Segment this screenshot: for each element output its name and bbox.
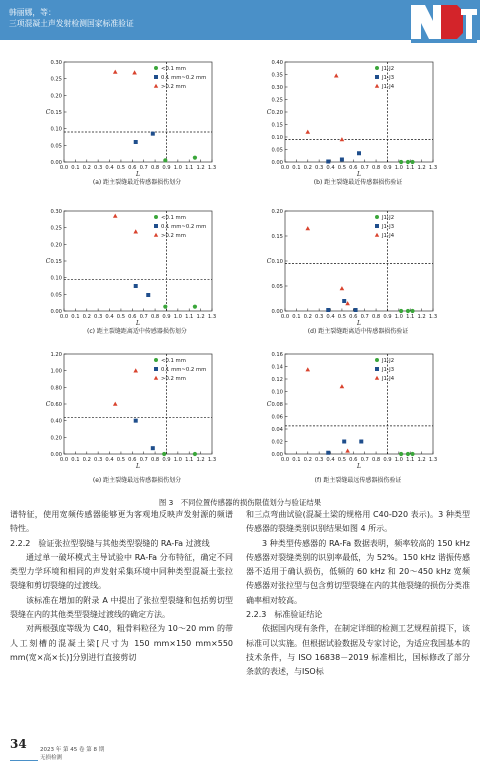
x-tick-label: 1.2: [196, 165, 205, 171]
legend-label: <0.1 mm: [161, 66, 186, 72]
point-blue: [340, 158, 344, 162]
y-tick-label: 0.00: [50, 309, 62, 315]
x-tick-label: 0.0: [59, 457, 69, 463]
x-tick-label: 0.4: [326, 457, 335, 463]
chart-caption: (f) 距主裂缝最远传感器损伤验证: [314, 477, 402, 484]
section-heading: 2.2.2 验证张拉型裂缝与其他类型裂缝的 RA-Fa 过渡线: [10, 538, 210, 548]
legend-label: J1-J3: [382, 75, 395, 81]
x-tick-label: 0.0: [59, 165, 69, 171]
point-green: [399, 309, 403, 313]
legend-label: 0.1 mm~0.2 mm: [161, 224, 207, 230]
x-tick-label: 1.1: [185, 314, 194, 320]
chart-caption: (b) 距主裂缝最近传感器损伤验证: [313, 179, 403, 186]
x-tick-label: 1.1: [406, 165, 415, 171]
y-tick-label: 0.25: [271, 97, 283, 104]
y-tick-label: 0.20: [50, 93, 62, 100]
y-tick-label: 0.30: [50, 60, 62, 66]
point-green: [399, 452, 403, 456]
paragraph: 该标准在增加的附录 A 中提出了张拉型裂缝和包括剪切型裂缝在内的其他类型裂缝过渡线的确定方法。: [10, 595, 233, 620]
x-tick-label: 1.2: [417, 314, 426, 320]
x-tick-label: 0.8: [371, 457, 381, 463]
x-axis-label: L: [357, 320, 361, 327]
chart-svg: [42, 56, 242, 178]
x-tick-label: 0.2: [303, 165, 312, 171]
legend-marker: [375, 84, 379, 88]
x-tick-label: 0.1: [292, 314, 301, 320]
x-tick-label: 0.0: [280, 165, 290, 171]
plot-frame: [285, 211, 433, 311]
legend-marker: [154, 75, 158, 79]
x-tick-label: 0.6: [128, 457, 137, 463]
point-blue: [146, 293, 150, 297]
paragraph: 通过单一破坏模式主导试验中 RA-Fa 分布特征，确定不同类型力学环境和相同的声发射采集环境中同种类型混凝土张拉裂缝和剪切裂缝的过渡线。: [10, 552, 233, 591]
x-tick-label: 1.0: [173, 165, 182, 171]
y-tick-label: 0.00: [50, 452, 62, 458]
x-tick-label: 0.7: [360, 457, 369, 463]
x-axis-label: L: [136, 171, 140, 178]
point-green: [406, 452, 410, 456]
journal-name: 无损检测: [40, 755, 63, 761]
x-tick-label: 0.8: [150, 314, 160, 320]
x-tick-label: 0.6: [349, 165, 358, 171]
x-tick-label: 1.3: [428, 165, 438, 171]
section-heading: 2.2.3 标准验证结论: [246, 610, 323, 620]
x-tick-label: 1.2: [417, 457, 426, 463]
legend-marker: [154, 358, 158, 362]
x-tick-label: 1.2: [417, 165, 426, 171]
chart-panel-e: [42, 348, 232, 484]
x-axis-label: L: [136, 320, 140, 327]
x-tick-label: 0.9: [162, 457, 171, 463]
x-tick-label: 0.0: [280, 314, 290, 320]
y-tick-label: 0.20: [271, 209, 283, 215]
point-green: [193, 305, 197, 309]
x-tick-label: 1.2: [196, 457, 205, 463]
x-tick-label: 1.1: [185, 457, 194, 463]
x-tick-label: 0.8: [150, 457, 160, 463]
x-tick-label: 0.8: [371, 314, 381, 320]
y-tick-label: 0.02: [271, 439, 283, 446]
x-tick-label: 0.6: [128, 314, 137, 320]
point-green: [163, 158, 167, 162]
y-tick-label: 0.15: [50, 110, 62, 116]
x-tick-label: 1.3: [428, 457, 438, 463]
point-blue: [134, 284, 138, 288]
paragraph: 对两根强度等级为 C40，粗骨料粒径为 10～20 mm 的带人工刻槽的混凝土梁[尺寸为 150 mm×150 mm×550 mm(宽×高×长)]分别进行直接剪切: [10, 624, 233, 662]
legend-marker: [375, 376, 379, 380]
point-green: [163, 305, 167, 309]
x-tick-label: 0.0: [59, 314, 69, 320]
x-tick-label: 1.2: [196, 314, 205, 320]
point-red: [113, 70, 118, 74]
x-tick-label: 1.1: [406, 457, 415, 463]
point-red: [113, 214, 118, 218]
legend-label: J1-J4: [382, 84, 395, 90]
legend-label: J1-J2: [382, 358, 395, 364]
point-red: [132, 70, 137, 74]
x-tick-label: 0.5: [116, 457, 126, 463]
legend-label: <0.1 mm: [161, 358, 186, 364]
x-tick-label: 0.4: [105, 457, 114, 463]
x-tick-label: 0.5: [116, 165, 126, 171]
y-tick-label: 0.80: [50, 385, 62, 392]
y-tick-label: 0.10: [271, 135, 283, 141]
x-tick-label: 0.9: [383, 314, 392, 320]
y-tick-label: 0.12: [271, 377, 283, 383]
legend-label: J1-J2: [382, 215, 395, 221]
y-axis-label: C: [266, 109, 272, 116]
chart-panel-d: [263, 205, 453, 333]
x-tick-label: 0.6: [349, 457, 358, 463]
x-tick-label: 0.3: [315, 165, 324, 171]
chart-panel-c: [42, 205, 232, 333]
point-blue: [359, 440, 363, 444]
left-column: [10, 508, 233, 665]
x-tick-label: 1.3: [207, 457, 217, 463]
point-red: [113, 402, 118, 406]
legend-marker: [375, 367, 379, 371]
point-red: [345, 448, 350, 452]
footer-divider: [10, 760, 38, 761]
y-tick-label: 0.40: [50, 418, 62, 425]
y-tick-label: 0.60: [50, 402, 62, 408]
y-tick-label: 0.00: [271, 452, 283, 458]
y-tick-label: 0.25: [50, 225, 62, 232]
right-column: [246, 508, 470, 680]
x-tick-label: 0.7: [360, 314, 369, 320]
x-tick-label: 0.3: [94, 314, 103, 320]
page-number: 34: [10, 737, 27, 751]
chart-svg: [42, 348, 242, 470]
x-tick-label: 0.8: [371, 165, 381, 171]
y-tick-label: 0.35: [271, 72, 283, 79]
x-tick-label: 0.5: [337, 165, 347, 171]
x-tick-label: 0.2: [82, 314, 91, 320]
chart-svg: [263, 56, 463, 178]
legend-marker: [375, 75, 379, 79]
point-blue: [134, 140, 138, 144]
chart-caption: (e) 距主裂缝最远传感器损伤划分: [92, 477, 182, 484]
paragraph: 依据国内现有条件，在制定详细的检测工艺规程前提下，该标准可以实施。但根据试验数据及专家讨论，为适应我国基本的技术条件，与 ISO 16838－2019 标准相比，国标修改了部分条款的表述，与ISO标: [246, 624, 470, 677]
point-red: [305, 367, 310, 371]
x-tick-label: 0.6: [349, 314, 358, 320]
point-blue: [354, 308, 358, 312]
x-tick-label: 1.0: [173, 314, 182, 320]
legend-marker: [375, 233, 379, 237]
x-tick-label: 1.0: [394, 165, 403, 171]
x-tick-label: 1.0: [394, 457, 403, 463]
legend-label: J1-J2: [382, 66, 395, 72]
legend-label: J1-J3: [382, 224, 395, 230]
x-tick-label: 0.6: [128, 165, 137, 171]
legend-marker: [154, 84, 158, 88]
x-tick-label: 0.3: [315, 314, 324, 320]
chart-svg: [263, 348, 463, 470]
legend-marker: [375, 66, 379, 70]
x-tick-label: 0.3: [315, 457, 324, 463]
point-red: [340, 384, 345, 388]
x-tick-label: 0.2: [82, 457, 91, 463]
y-tick-label: 0.20: [271, 110, 283, 116]
point-blue: [326, 160, 330, 164]
ndt-logo: [411, 3, 477, 43]
point-blue: [326, 451, 330, 455]
x-tick-label: 0.0: [280, 457, 290, 463]
y-tick-label: 0.25: [50, 76, 62, 83]
x-tick-label: 0.1: [292, 165, 301, 171]
point-green: [410, 309, 414, 313]
y-tick-label: 0.10: [50, 126, 62, 133]
y-tick-label: 0.04: [271, 427, 283, 433]
x-tick-label: 0.4: [105, 314, 114, 320]
point-green: [193, 156, 197, 160]
chart-svg: [42, 205, 242, 327]
legend-marker: [154, 224, 158, 228]
x-tick-label: 1.3: [428, 314, 438, 320]
y-axis-label: C: [45, 109, 51, 116]
journal-issue: 2023 年 第 45 卷 第 8 期: [40, 747, 105, 753]
point-green: [162, 452, 166, 456]
x-tick-label: 0.5: [337, 314, 347, 320]
x-tick-label: 0.9: [383, 165, 392, 171]
y-tick-label: 0.20: [50, 435, 62, 442]
y-tick-label: 0.15: [271, 234, 283, 240]
y-tick-label: 0.40: [271, 60, 283, 66]
legend-label: 0.1 mm~0.2 mm: [161, 367, 207, 373]
x-tick-label: 1.0: [173, 457, 182, 463]
paragraph: 和三点弯曲试验(混凝土梁的规格用 C40-D20 表示)。3 种类型传感器的裂缝类别识别结果如图 4 所示。: [246, 510, 470, 534]
chart-panel-f: [263, 348, 453, 484]
x-tick-label: 0.1: [71, 314, 80, 320]
legend-marker: [375, 215, 379, 219]
y-tick-label: 0.05: [271, 147, 283, 154]
y-tick-label: 0.20: [50, 242, 62, 249]
legend-marker: [375, 358, 379, 362]
y-tick-label: 0.16: [271, 352, 283, 358]
x-tick-label: 0.7: [139, 314, 148, 320]
legend-label: >0.2 mm: [161, 233, 186, 239]
y-tick-label: 0.05: [50, 292, 62, 299]
y-tick-label: 0.10: [50, 275, 62, 282]
paragraph: 谱特征，使用宽频传感器能够更为客观地反映声发射源的频谱特性。: [10, 510, 233, 534]
x-tick-label: 0.5: [337, 457, 347, 463]
plot-frame: [285, 62, 433, 162]
x-tick-label: 1.3: [207, 165, 217, 171]
y-tick-label: 0.30: [50, 209, 62, 215]
x-tick-label: 0.9: [162, 314, 171, 320]
legend-marker: [154, 233, 158, 237]
y-tick-label: 0.00: [271, 160, 283, 166]
point-blue: [342, 440, 346, 444]
x-tick-label: 1.0: [394, 314, 403, 320]
y-tick-label: 0.00: [50, 160, 62, 166]
y-axis-label: C: [45, 258, 51, 265]
x-tick-label: 1.1: [185, 165, 194, 171]
x-tick-label: 0.3: [94, 165, 103, 171]
point-blue: [134, 419, 138, 423]
header-authors: 韩丽娜，等：: [9, 8, 56, 17]
chart-svg: [263, 205, 463, 327]
point-red: [334, 73, 339, 77]
legend-label: >0.2 mm: [161, 376, 186, 382]
legend-marker: [154, 215, 158, 219]
x-tick-label: 0.2: [303, 314, 312, 320]
legend-label: J1-J3: [382, 367, 395, 373]
point-red: [305, 130, 310, 134]
y-tick-label: 0.15: [271, 122, 283, 129]
y-tick-label: 0.14: [271, 364, 283, 371]
y-axis-label: C: [266, 401, 272, 408]
legend-marker: [154, 66, 158, 70]
point-blue: [151, 132, 155, 136]
legend-label: <0.1 mm: [161, 215, 186, 221]
x-tick-label: 0.4: [326, 314, 335, 320]
legend-label: J1-J4: [382, 376, 395, 382]
point-green: [410, 160, 414, 164]
point-green: [406, 160, 410, 164]
chart-caption: (a) 距主裂缝最近传感器损伤划分: [92, 179, 182, 186]
point-blue: [151, 446, 155, 450]
legend-marker: [154, 367, 158, 371]
x-axis-label: L: [136, 463, 140, 470]
journal-info: [40, 746, 104, 762]
legend-label: >0.2 mm: [161, 84, 186, 90]
legend-marker: [154, 376, 158, 380]
y-tick-label: 0.10: [271, 389, 283, 396]
x-tick-label: 0.5: [116, 314, 126, 320]
chart-caption: (d) 距主裂缝距离适中传感器损伤验证: [307, 328, 409, 335]
x-tick-label: 0.4: [105, 165, 114, 171]
y-tick-label: 0.05: [271, 284, 283, 290]
y-axis-label: C: [266, 258, 272, 265]
point-green: [406, 309, 410, 313]
x-tick-label: 1.1: [406, 314, 415, 320]
figure-caption: 图 3 不同位置传感器的损伤限值划分与验证结果: [158, 498, 322, 507]
x-axis-label: L: [357, 171, 361, 178]
y-tick-label: 0.00: [271, 309, 283, 315]
chart-panel-a: [42, 56, 232, 184]
legend-marker: [375, 224, 379, 228]
x-tick-label: 1.3: [207, 314, 217, 320]
point-green: [193, 452, 197, 456]
y-tick-label: 0.08: [271, 402, 283, 408]
x-tick-label: 0.9: [383, 457, 392, 463]
point-red: [133, 368, 138, 372]
point-blue: [357, 151, 361, 155]
point-red: [305, 226, 310, 230]
header-title: 三项混凝土声发射检测国家标准验证: [9, 19, 134, 28]
running-header: [9, 7, 134, 29]
x-tick-label: 0.3: [94, 457, 103, 463]
x-tick-label: 0.7: [139, 457, 148, 463]
x-tick-label: 0.9: [162, 165, 171, 171]
point-green: [399, 160, 403, 164]
x-tick-label: 0.2: [303, 457, 312, 463]
point-blue: [326, 308, 330, 312]
point-red: [340, 137, 345, 141]
x-tick-label: 0.1: [71, 457, 80, 463]
y-tick-label: 0.06: [271, 414, 283, 421]
legend-label: 0.1 mm~0.2 mm: [161, 75, 207, 81]
y-tick-label: 0.30: [271, 85, 283, 91]
x-axis-label: L: [357, 463, 361, 470]
x-tick-label: 0.2: [82, 165, 91, 171]
chart-panel-b: [263, 56, 453, 184]
x-tick-label: 0.1: [292, 457, 301, 463]
y-tick-label: 0.15: [50, 259, 62, 265]
paragraph: 3 种类型传感器的 RA-Fa 数据表明，频率较高的 150 kHz 传感器对裂缝类别的识别率最低，为 52%。150 kHz 谐振传感器不适用于确认损伤，低频的 60 kHz 和 20～450 kHz 宽频传感器对张拉型与包含剪切型裂缝在内的其他裂缝的损伤分类准确率相对较高。: [246, 538, 470, 605]
y-tick-label: 0.10: [271, 259, 283, 265]
x-tick-label: 0.1: [71, 165, 80, 171]
chart-caption: (c) 距主裂缝距离适中传感器损伤划分: [87, 328, 187, 335]
point-blue: [342, 299, 346, 303]
y-tick-label: 1.20: [50, 352, 62, 358]
y-tick-label: 1.00: [50, 368, 62, 375]
y-axis-label: C: [45, 401, 51, 408]
x-tick-label: 0.7: [360, 165, 369, 171]
y-tick-label: 0.05: [50, 143, 62, 150]
point-red: [133, 229, 138, 233]
legend-label: J1-J4: [382, 233, 395, 239]
point-red: [340, 286, 345, 290]
x-tick-label: 0.7: [139, 165, 148, 171]
x-tick-label: 0.8: [150, 165, 160, 171]
point-green: [410, 452, 414, 456]
x-tick-label: 0.4: [326, 165, 335, 171]
